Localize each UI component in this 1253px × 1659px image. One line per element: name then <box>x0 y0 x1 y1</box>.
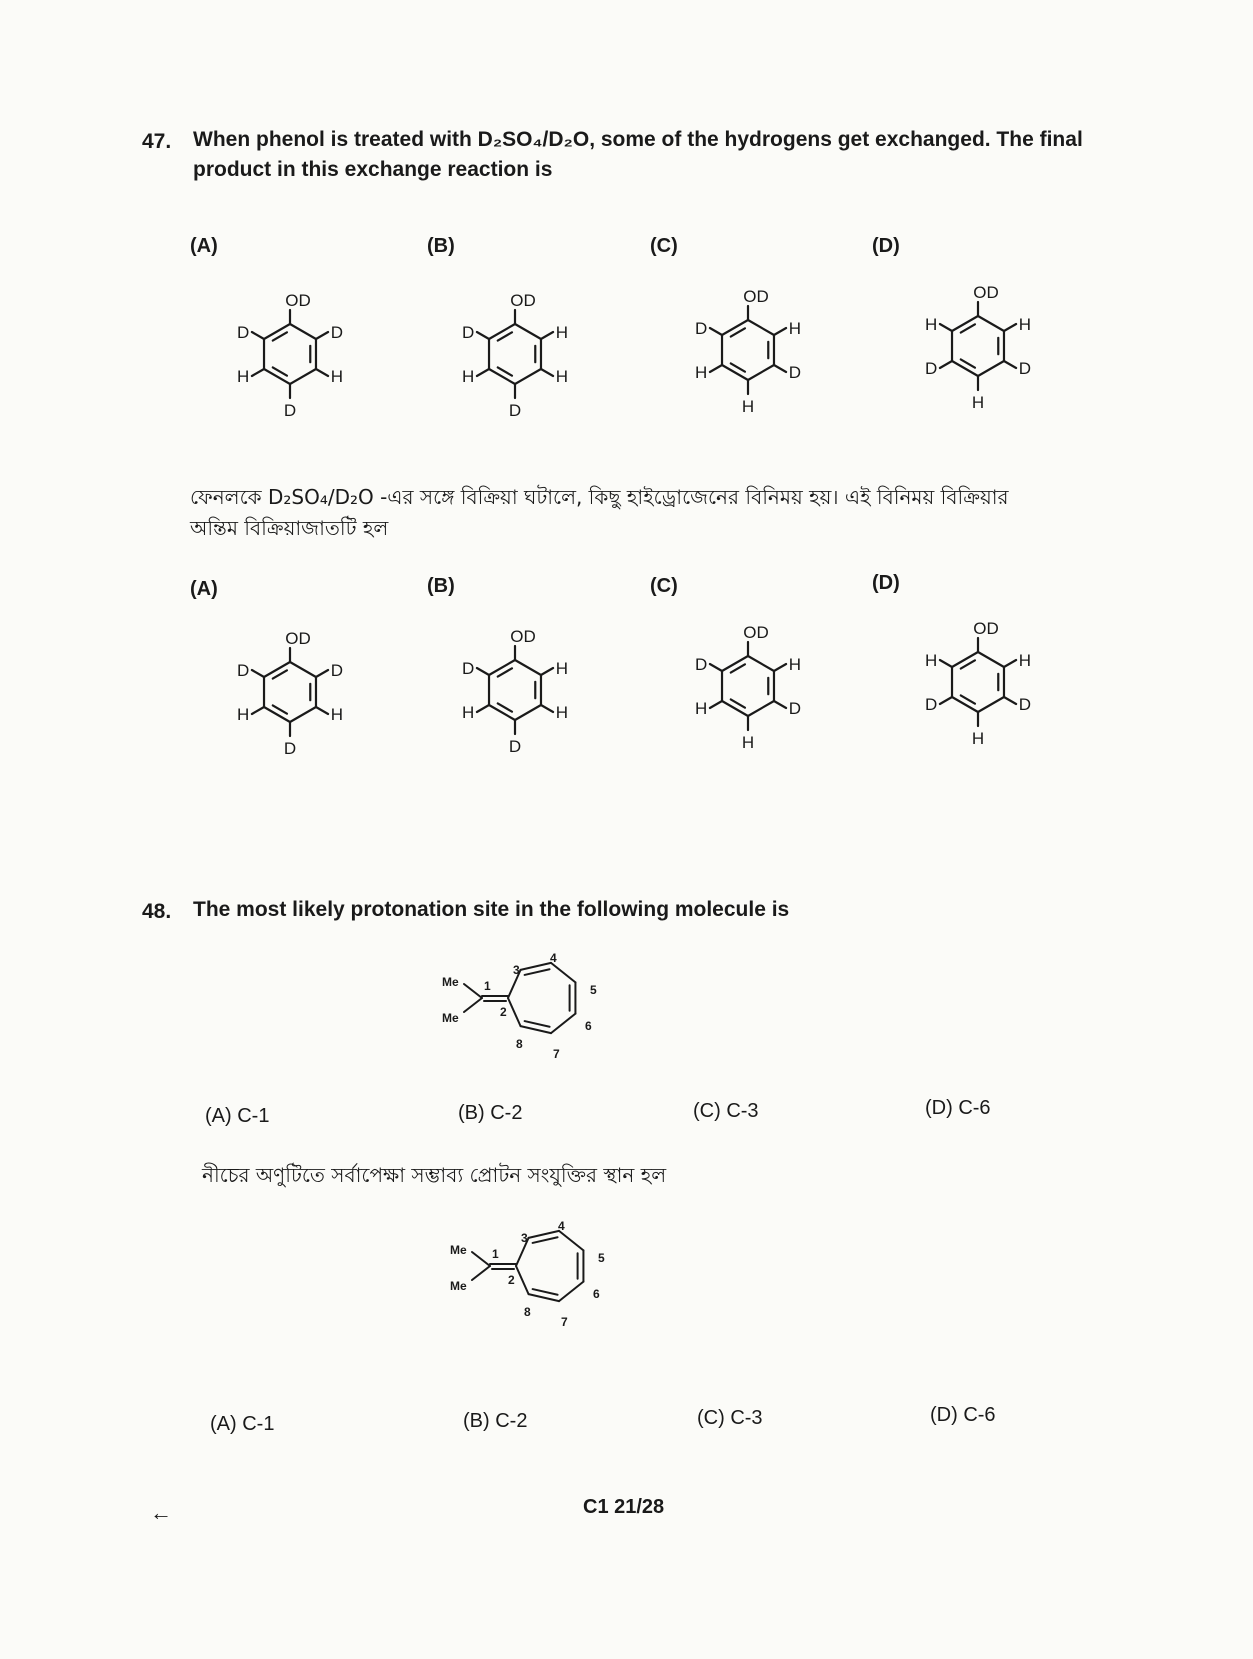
ring-bond <box>515 660 541 675</box>
benzene-ring-diagram <box>898 254 1058 424</box>
q47-bn-structure-b <box>435 598 595 773</box>
substituent-bond <box>252 707 264 714</box>
q48-bn-choice-d: (D) C-6 <box>930 1404 996 1426</box>
methyl-bond <box>464 984 482 998</box>
substituent-bond <box>710 328 722 335</box>
substituent-bond <box>940 697 952 704</box>
q47-bn-text-line2: অন্তিম বিক্রিয়াজাতটি হল <box>190 516 389 540</box>
ring-bond <box>489 369 515 384</box>
q48-en-choice-c: (C) C-3 <box>693 1100 759 1122</box>
substituent-label-ul: D <box>461 659 475 678</box>
atom-number-7: 7 <box>553 1047 560 1061</box>
substituent-label-top: OD <box>743 287 769 306</box>
substituent-label-bottom: H <box>741 733 755 752</box>
substituent-label-bottom: D <box>283 739 297 758</box>
ring-bond <box>515 369 541 384</box>
substituent-label-ur: H <box>1018 315 1032 334</box>
substituent-label-ur: D <box>330 323 344 342</box>
ring-bond <box>722 701 748 716</box>
ring-bond <box>559 1231 583 1250</box>
q47-en-structure-b <box>435 262 595 437</box>
substituent-label-lr: H <box>330 705 344 724</box>
atom-number-2: 2 <box>508 1273 515 1287</box>
atom-number-6: 6 <box>585 1019 592 1033</box>
benzene-ring-diagram <box>668 594 828 764</box>
q48-en-choice-a: (A) C-1 <box>205 1105 270 1127</box>
q47-text <box>193 125 1093 185</box>
ring-bond <box>521 1026 551 1033</box>
substituent-bond <box>316 369 328 376</box>
substituent-bond <box>710 664 722 671</box>
substituent-bond <box>774 328 786 335</box>
atom-number-3: 3 <box>521 1231 528 1245</box>
ring-bond <box>489 705 515 720</box>
ring-bond <box>748 656 774 671</box>
ring-bond <box>722 320 748 335</box>
substituent-label-ll: H <box>236 367 250 386</box>
substituent-bond <box>774 365 786 372</box>
atom-number-5: 5 <box>590 983 597 997</box>
substituent-bond <box>252 332 264 339</box>
substituent-label-lr: H <box>555 367 569 386</box>
q48-bn-text: নীচের অণুটিতে সর্বাপেক্ষা সম্ভাব্য প্রোটন সংযুক্তির স্থান হল <box>202 1163 667 1187</box>
substituent-bond <box>477 705 489 712</box>
substituent-label-ul: H <box>924 651 938 670</box>
substituent-label-ul: D <box>694 655 708 674</box>
q48-bn-molecule <box>448 1218 648 1343</box>
q47-bn-option-d-label: (D) <box>872 572 900 594</box>
back-arrow-icon: ← <box>150 1500 172 1525</box>
substituent-label-ul: H <box>924 315 938 334</box>
q47-en-structure-c <box>668 258 828 433</box>
q48-en-molecule <box>440 950 640 1075</box>
ring-bond <box>722 365 748 380</box>
ring-bond <box>978 361 1004 376</box>
ring-bond <box>290 707 316 722</box>
substituent-label-ll: H <box>694 363 708 382</box>
substituent-label-ul: D <box>461 323 475 342</box>
q47-bn-structure-d <box>898 590 1058 765</box>
benzene-ring-diagram <box>210 262 370 432</box>
substituent-label-top: OD <box>285 629 311 648</box>
methyl-bond <box>472 1252 490 1266</box>
ring-bond <box>264 707 290 722</box>
substituent-label-ur: H <box>555 323 569 342</box>
atom-number-5: 5 <box>598 1251 605 1265</box>
ring-bond <box>748 320 774 335</box>
substituent-bond <box>940 324 952 331</box>
substituent-bond <box>1004 361 1016 368</box>
substituent-label-top: OD <box>510 291 536 310</box>
ring-bond <box>515 324 541 339</box>
ring-bond <box>515 705 541 720</box>
substituent-bond <box>541 668 553 675</box>
q48-text: The most likely protonation site in the following molecule is <box>193 898 790 921</box>
ring-bond <box>529 1231 559 1238</box>
atom-number-1: 1 <box>492 1247 499 1261</box>
substituent-label-bottom: D <box>283 401 297 420</box>
page-number: C1 21/28 <box>583 1496 665 1518</box>
substituent-label-lr: D <box>788 363 802 382</box>
substituent-label-ul: D <box>236 661 250 680</box>
methyl-bond <box>464 998 482 1012</box>
substituent-label-ur: H <box>788 319 802 338</box>
atom-number-6: 6 <box>593 1287 600 1301</box>
substituent-label-lr: H <box>555 703 569 722</box>
benzene-ring-diagram <box>435 598 595 768</box>
substituent-label-bottom: D <box>508 401 522 420</box>
substituent-label-lr: D <box>1018 359 1032 378</box>
substituent-bond <box>710 701 722 708</box>
atom-number-7: 7 <box>561 1315 568 1329</box>
substituent-bond <box>316 670 328 677</box>
double-bond <box>533 1289 558 1295</box>
ring-bond <box>952 652 978 667</box>
benzene-ring-diagram <box>668 258 828 428</box>
atom-number-3: 3 <box>513 963 520 977</box>
substituent-label-bottom: H <box>741 397 755 416</box>
substituent-bond <box>1004 660 1016 667</box>
double-bond <box>525 1021 550 1027</box>
substituent-label-ur: H <box>1018 651 1032 670</box>
substituent-bond <box>477 369 489 376</box>
ring-bond <box>978 697 1004 712</box>
heptafulvene-diagram <box>440 950 640 1070</box>
ring-bond <box>290 662 316 677</box>
double-bond <box>525 969 550 975</box>
substituent-label-ul: D <box>236 323 250 342</box>
substituent-bond <box>940 660 952 667</box>
substituent-label-ll: H <box>461 367 475 386</box>
q47-bn-structure-c <box>668 594 828 769</box>
atom-number-4: 4 <box>550 951 557 965</box>
benzene-ring-diagram <box>898 590 1058 760</box>
ring-bond <box>264 369 290 384</box>
q47-bn-option-c-label: (C) <box>650 575 678 597</box>
ring-bond <box>290 324 316 339</box>
q48-bn-choice-a: (A) C-1 <box>210 1413 275 1435</box>
substituent-label-ll: H <box>461 703 475 722</box>
substituent-bond <box>541 369 553 376</box>
q48-en-choice-d: (D) C-6 <box>925 1097 991 1119</box>
substituent-label-top: OD <box>973 619 999 638</box>
substituent-label-lr: D <box>788 699 802 718</box>
substituent-bond <box>316 332 328 339</box>
substituent-label-ul: D <box>694 319 708 338</box>
atom-number-4: 4 <box>558 1219 565 1233</box>
substituent-label-ur: H <box>555 659 569 678</box>
substituent-bond <box>477 332 489 339</box>
substituent-bond <box>1004 697 1016 704</box>
q48-number: 48. <box>142 900 172 923</box>
q47-en-structure-a <box>210 262 370 437</box>
substituent-bond <box>1004 324 1016 331</box>
ring-bond <box>978 316 1004 331</box>
ring-bond <box>508 998 521 1026</box>
q47-number: 47. <box>142 130 172 153</box>
substituent-bond <box>252 369 264 376</box>
substituent-bond <box>252 670 264 677</box>
q48-en-choice-b: (B) C-2 <box>458 1102 523 1124</box>
q48-bn-choice-c: (C) C-3 <box>697 1407 763 1429</box>
substituent-label-top: OD <box>973 283 999 302</box>
atom-number-8: 8 <box>524 1305 531 1319</box>
methyl-label: Me <box>442 975 459 989</box>
ring-bond <box>978 652 1004 667</box>
q47-bn-text-line1: ফেনলকে D₂SO₄/D₂O -এর সঙ্গে বিক্রিয়া ঘটালে, কিছু হাইড্রোজেনের বিনিময় হয়। এই বিনিময় বিক্রিয়ার <box>190 485 1009 509</box>
atom-number-8: 8 <box>516 1037 523 1051</box>
ring-bond <box>516 1266 529 1294</box>
heptafulvene-diagram <box>448 1218 648 1338</box>
q47-bn-option-b-label: (B) <box>427 575 455 597</box>
atom-number-2: 2 <box>500 1005 507 1019</box>
q47-en-option-b-label: (B) <box>427 235 455 257</box>
methyl-label: Me <box>442 1011 459 1025</box>
substituent-label-lr: D <box>1018 695 1032 714</box>
methyl-label: Me <box>450 1243 467 1257</box>
ring-bond <box>952 316 978 331</box>
substituent-bond <box>774 701 786 708</box>
substituent-label-ll: H <box>694 699 708 718</box>
substituent-bond <box>477 668 489 675</box>
methyl-label: Me <box>450 1279 467 1293</box>
ring-bond <box>952 697 978 712</box>
ring-bond <box>489 324 515 339</box>
ring-bond <box>551 1014 575 1033</box>
ring-bond <box>952 361 978 376</box>
q47-bn-text <box>190 482 1090 544</box>
ring-bond <box>264 324 290 339</box>
benzene-ring-diagram <box>210 600 370 770</box>
substituent-label-top: OD <box>285 291 311 310</box>
ring-bond <box>489 660 515 675</box>
substituent-label-top: OD <box>743 623 769 642</box>
methyl-bond <box>472 1266 490 1280</box>
ring-bond <box>290 369 316 384</box>
substituent-label-bottom: H <box>971 393 985 412</box>
substituent-bond <box>316 707 328 714</box>
substituent-label-ll: D <box>924 695 938 714</box>
ring-bond <box>748 701 774 716</box>
ring-bond <box>551 963 575 982</box>
benzene-ring-diagram <box>435 262 595 432</box>
q47-en-option-d-label: (D) <box>872 235 900 257</box>
substituent-label-ur: H <box>788 655 802 674</box>
atom-number-1: 1 <box>484 979 491 993</box>
substituent-bond <box>541 332 553 339</box>
substituent-label-lr: H <box>330 367 344 386</box>
ring-bond <box>748 365 774 380</box>
substituent-label-ur: D <box>330 661 344 680</box>
ring-bond <box>529 1294 559 1301</box>
ring-bond <box>722 656 748 671</box>
substituent-label-ll: H <box>236 705 250 724</box>
q47-en-option-c-label: (C) <box>650 235 678 257</box>
substituent-bond <box>541 705 553 712</box>
substituent-bond <box>710 365 722 372</box>
double-bond <box>533 1237 558 1243</box>
q47-bn-option-a-label: (A) <box>190 578 218 600</box>
ring-bond <box>559 1282 583 1301</box>
ring-bond <box>264 662 290 677</box>
q47-en-option-a-label: (A) <box>190 235 218 257</box>
q47-bn-structure-a <box>210 600 370 775</box>
q47-text-line2: product in this exchange reaction is <box>193 158 553 181</box>
substituent-bond <box>774 664 786 671</box>
q48-bn-choice-b: (B) C-2 <box>463 1410 528 1432</box>
substituent-label-bottom: D <box>508 737 522 756</box>
substituent-label-ll: D <box>924 359 938 378</box>
q47-en-structure-d <box>898 254 1058 429</box>
substituent-bond <box>940 361 952 368</box>
substituent-label-bottom: H <box>971 729 985 748</box>
substituent-label-top: OD <box>510 627 536 646</box>
ring-bond <box>521 963 551 970</box>
q47-text-line1: When phenol is treated with D₂SO₄/D₂O, some of the hydrogens get exchanged. The final <box>193 128 1083 151</box>
